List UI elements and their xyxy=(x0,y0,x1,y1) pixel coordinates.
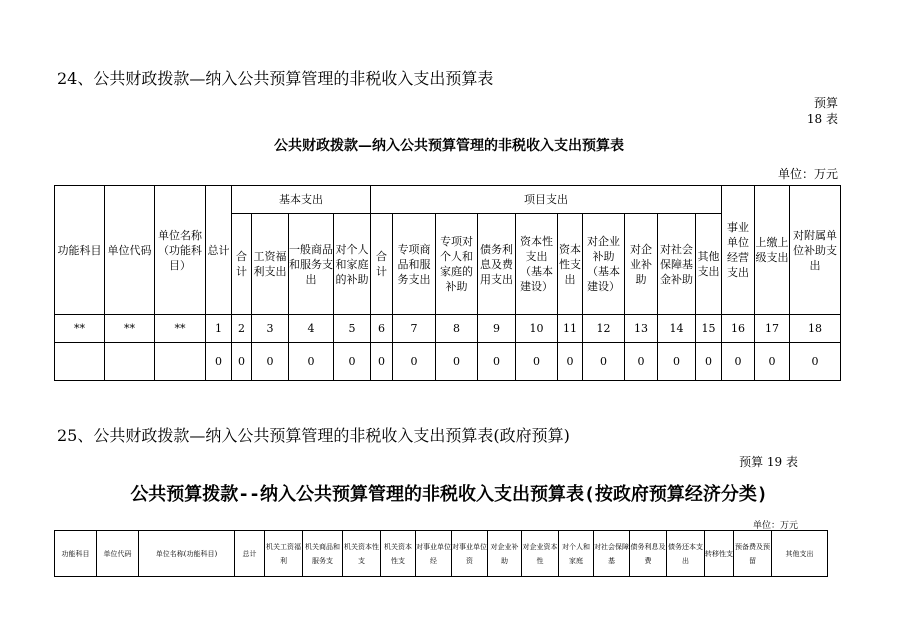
index-cell: 7 xyxy=(393,315,436,343)
value-cell: 0 xyxy=(722,343,755,381)
header-attached-units: 对附属单位补助支出 xyxy=(790,186,841,315)
section-25-header-cell: 总计 xyxy=(235,531,265,577)
section-25-header-cell: 对企业补助 xyxy=(488,531,522,577)
section-25-header-cell: 功能科目 xyxy=(55,531,97,577)
section-24-table-number xyxy=(807,95,838,127)
value-cell: 0 xyxy=(790,343,841,381)
section-25-header-cell: 其他支出 xyxy=(772,531,828,577)
section-25-header-cell: 债务还本支出 xyxy=(667,531,705,577)
section-24-unit: 单位：万元 xyxy=(777,167,838,181)
index-cell: ** xyxy=(155,315,206,343)
header-basic-expenditure: 基本支出 xyxy=(232,186,371,214)
value-cell: 0 xyxy=(625,343,658,381)
header-goods-services: 一般商品和服务支出 xyxy=(289,214,334,315)
index-cell: 13 xyxy=(625,315,658,343)
value-cell: 0 xyxy=(289,343,334,381)
section-25-heading: 25、公共财政拨款—纳入公共预算管理的非税收入支出预算表(政府预算) xyxy=(57,426,570,445)
section-25-header-cell: 单位代码 xyxy=(97,531,139,577)
header-unit-code: 单位代码 xyxy=(105,186,155,315)
section-25-table xyxy=(54,530,828,577)
header-function-subject: 功能科目 xyxy=(55,186,105,315)
value-cell: 0 xyxy=(206,343,232,381)
header-special-goods: 专项商品和服务支出 xyxy=(393,214,436,315)
header-special-personal: 专项对个人和家庭的补助 xyxy=(436,214,478,315)
value-cell: 0 xyxy=(371,343,393,381)
index-cell: 15 xyxy=(696,315,722,343)
value-cell: 0 xyxy=(516,343,558,381)
header-enterprise-subsidy: 对企业补助 xyxy=(625,214,658,315)
index-cell: 16 xyxy=(722,315,755,343)
index-row xyxy=(55,315,841,343)
value-cell: 0 xyxy=(232,343,252,381)
value-cell: 0 xyxy=(755,343,790,381)
section-25-header-cell: 单位名称(功能科目) xyxy=(139,531,235,577)
header-capital-construction: 资本性支出（基本建设） xyxy=(516,214,558,315)
header-personal-subsidy: 对个人和家庭的补助 xyxy=(334,214,371,315)
index-cell: 1 xyxy=(206,315,232,343)
header-total: 总计 xyxy=(206,186,232,315)
header-wage-welfare: 工资福利支出 xyxy=(252,214,289,315)
table-number-line1: 预算 xyxy=(813,96,838,110)
value-cell: 0 xyxy=(393,343,436,381)
header-unit-name: 单位名称（功能科目） xyxy=(155,186,206,315)
section-25-header-cell: 机关资本性支 xyxy=(381,531,416,577)
section-25-unit: 单位：万元 xyxy=(752,521,798,531)
value-cell: 0 xyxy=(696,343,722,381)
index-cell: 3 xyxy=(252,315,289,343)
header-debt-interest: 债务利息及费用支出 xyxy=(478,214,516,315)
section-25-header-cell: 机关商品和服务支 xyxy=(303,531,343,577)
value-cell: 0 xyxy=(334,343,371,381)
section-24-table xyxy=(54,185,841,381)
section-25-header-cell: 对事业单位资 xyxy=(452,531,488,577)
index-cell: 18 xyxy=(790,315,841,343)
header-social-security: 对社会保障基金补助 xyxy=(658,214,696,315)
index-cell: 14 xyxy=(658,315,696,343)
index-cell: 11 xyxy=(558,315,583,343)
header-upper-remittance: 上缴上级支出 xyxy=(755,186,790,315)
index-cell: 5 xyxy=(334,315,371,343)
section-25-header-cell: 债务利息及费 xyxy=(630,531,667,577)
section-25-header-cell: 机关资本性支 xyxy=(343,531,381,577)
header-project-total: 合计 xyxy=(371,214,393,315)
value-cell: 0 xyxy=(658,343,696,381)
value-cell: 0 xyxy=(583,343,625,381)
section-25-header-row xyxy=(55,531,828,577)
header-business-operation: 事业单位经营支出 xyxy=(722,186,755,315)
section-25-header-cell: 对个人和家庭 xyxy=(559,531,594,577)
section-25-table-number: 预算 19 表 xyxy=(739,455,798,469)
header-basic-total: 合计 xyxy=(232,214,252,315)
index-cell: 4 xyxy=(289,315,334,343)
value-cell: 0 xyxy=(436,343,478,381)
value-row xyxy=(55,343,841,381)
index-cell: 6 xyxy=(371,315,393,343)
section-25-header-cell: 对企业资本性 xyxy=(522,531,559,577)
section-25-header-cell: 对社会保障基 xyxy=(594,531,630,577)
section-25-title: 公共预算拨款--纳入公共预算管理的非税收入支出预算表(按政府预算经济分类) xyxy=(130,484,768,505)
value-cell: 0 xyxy=(478,343,516,381)
value-cell: 0 xyxy=(558,343,583,381)
header-other: 其他支出 xyxy=(696,214,722,315)
index-cell: 17 xyxy=(755,315,790,343)
header-project-expenditure: 项目支出 xyxy=(371,186,722,214)
header-enterprise-construction: 对企业补助（基本建设） xyxy=(583,214,625,315)
section-25-header-cell: 转移性支 xyxy=(705,531,734,577)
index-cell: ** xyxy=(105,315,155,343)
section-25-header-cell: 机关工资福利 xyxy=(265,531,303,577)
section-25-header-cell: 预备费及预留 xyxy=(734,531,772,577)
index-cell: 2 xyxy=(232,315,252,343)
value-cell: 0 xyxy=(252,343,289,381)
index-cell: 9 xyxy=(478,315,516,343)
table-number-line2: 18 表 xyxy=(806,112,838,126)
value-cell xyxy=(155,343,206,381)
value-cell xyxy=(105,343,155,381)
value-cell xyxy=(55,343,105,381)
section-25-header-cell: 对事业单位经 xyxy=(416,531,452,577)
index-cell: 12 xyxy=(583,315,625,343)
section-24-heading: 24、公共财政拨款—纳入公共预算管理的非税收入支出预算表 xyxy=(57,69,494,88)
header-capital: 资本性支出 xyxy=(558,214,583,315)
index-cell: 8 xyxy=(436,315,478,343)
section-24-title: 公共财政拨款—纳入公共预算管理的非税收入支出预算表 xyxy=(274,138,624,154)
index-cell: ** xyxy=(55,315,105,343)
index-cell: 10 xyxy=(516,315,558,343)
